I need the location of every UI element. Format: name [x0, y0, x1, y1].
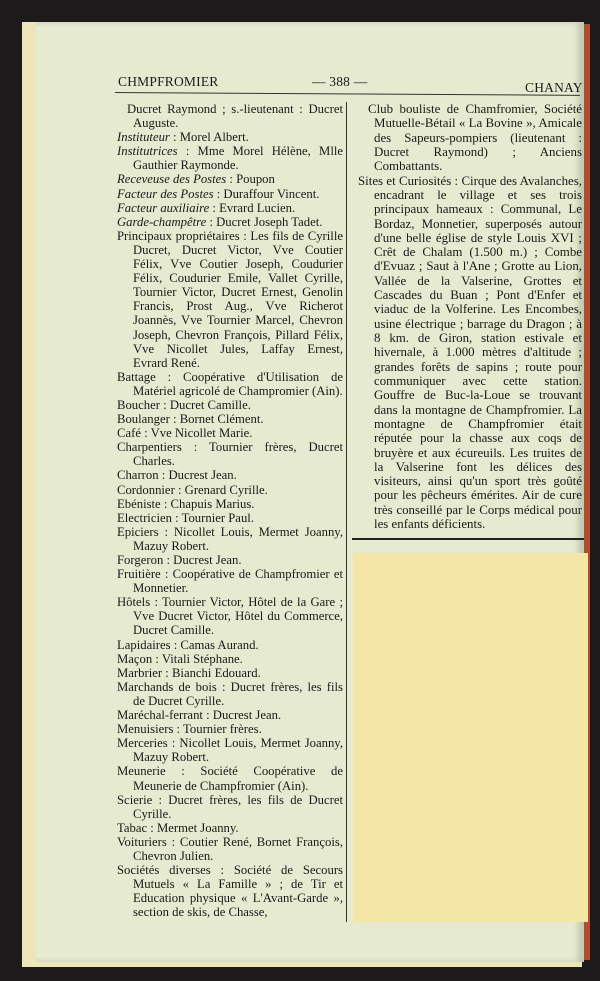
- directory-entry: [117, 201, 343, 215]
- entry-label: Instituteur: [117, 130, 170, 145]
- directory-entry: [358, 102, 582, 174]
- directory-entry: [117, 708, 343, 722]
- directory-entry: [117, 468, 343, 482]
- directory-entry: [117, 835, 343, 863]
- directory-entry: [117, 398, 343, 412]
- directory-entry: [117, 666, 343, 680]
- entry-text: Epiciers : Nicollet Louis, Mermet Joanny, Mazuy Robert.: [117, 524, 343, 553]
- left-column: [117, 102, 343, 919]
- entry-text: Fruitière : Coopérative de Champfromier et Monnetier.: [117, 567, 343, 596]
- entry-text: Lapidaires : Camas Aurand.: [117, 637, 259, 652]
- entry-text: Charpentiers : Tournier frères, Ducret Charles.: [117, 440, 343, 469]
- entry-text: : Duraffour Vincent.: [213, 186, 320, 201]
- entry-text: Voituriers : Coutier René, Bornet François, Chevron Julien.: [117, 834, 343, 863]
- directory-entry: [117, 440, 343, 468]
- directory-entry: [117, 821, 343, 835]
- directory-entry: [117, 215, 343, 229]
- directory-entry: [117, 863, 343, 919]
- directory-entry: [117, 144, 343, 172]
- directory-entry: [117, 102, 343, 130]
- directory-entry: [117, 595, 343, 637]
- highlight-box: [353, 553, 588, 922]
- entry-text: Marchands de bois : Ducret frères, les fils de Ducret Cyrille.: [117, 679, 343, 708]
- entry-text: Tabac : Mermet Joanny.: [117, 820, 239, 835]
- entry-label: Institutrices: [117, 144, 178, 159]
- entry-text: Merceries : Nicollet Louis, Mermet Joanny, Mazuy Robert.: [117, 736, 343, 765]
- entry-text: Maçon : Vitali Stéphane.: [117, 651, 243, 666]
- directory-entry: [117, 483, 343, 497]
- running-head-left: CHMPFROMIER: [118, 74, 219, 89]
- directory-entry: [117, 187, 343, 201]
- entry-text: Charron : Ducrest Jean.: [117, 468, 237, 483]
- directory-entry: [117, 793, 343, 821]
- entry-text: Battage : Coopérative d'Utilisation de Matériel agricolé de Champromier (Ain).: [117, 369, 343, 398]
- column-divider: [346, 102, 347, 922]
- entry-text: : Poupon: [226, 172, 275, 187]
- entry-text: Maréchal-ferrant : Ducrest Jean.: [117, 708, 282, 723]
- entry-text: Sites et Curiosités : Cirque des Avalanches, encadrant le village et ses trois principaux hameaux : Communal, Le Bordaz, Monnetier, superposés autour d'une belle église de style Louis XVI ; Crêt de Chalam (1.500 m.) ; Combe d'Evuaz ; Saut à l'Ane ; Grotte au Lion, Vallée de la Valserine, Grottes et Cascades du Buan ; Pont d'Enfer et viaduc de la Volferine. Les Encombes, usine électrique ; barrage du Dragon ; à 8 km. de Giron, station estivale et hivernale, à 1.000 mètres d'altitude ; grandes forêts de sapins ; route pour communiquer avec cette station. Gouffre de Buc-la-Loue se trouvant dans la montagne de Champfromier. La montagne de Champfromier était réputée pour la chasse aux coqs de bruyère et aux écureuils. Les truites de la Valserine font les délices des visiteurs, ainsi qu'un sport très goûté pour les pêcheurs émérites. Air de cure très conseillé par le Corps médical pour les enfants déficients.: [358, 173, 582, 532]
- entry-text: Ebéniste : Chapuis Marius.: [117, 496, 255, 511]
- right-column: [358, 102, 582, 531]
- directory-entry: [117, 567, 343, 595]
- entry-text: Club bouliste de Chamfromier, Société Mutuelle-Bétail « La Bovine », Amicale des Sapeurs-pompiers (lieutenant : Ducret Raymond) ; Anciens Combattants.: [368, 102, 582, 174]
- entry-text: Electricien : Tournier Paul.: [117, 510, 254, 525]
- directory-entry: [117, 722, 343, 736]
- directory-entry: [117, 736, 343, 764]
- entry-text: Principaux propriétaires : Les fils de Cyrille Ducret, Ducret Victor, Vve Coutier Félix, Vve Coutier Joseph, Coudurier Félix, Coudurier Emile, Vallet Cyrille, Tournier Victor, Ducret Ernest, Genolin Francis, Prost Aug., Vve Richerot Joannès, Vve Tournier Marcel, Chevron Joseph, Chevron François, Pillard Félix, Vve Nicollet Jules, Laffay Ernest, Evrard René.: [117, 228, 343, 370]
- entry-label: Facteur des Postes: [117, 186, 214, 201]
- directory-entry: [117, 229, 343, 370]
- entry-text: : Evrard Lucien.: [209, 200, 296, 215]
- directory-entry: [117, 638, 343, 652]
- entry-text: : Mme Morel Hélène, Mlle Gauthier Raymonde.: [133, 144, 343, 173]
- directory-entry: [117, 370, 343, 398]
- entry-text: Boulanger : Bornet Clément.: [117, 412, 264, 427]
- directory-entry: [117, 525, 343, 553]
- directory-entry: [117, 412, 343, 426]
- entry-text: Forgeron : Ducrest Jean.: [117, 553, 242, 567]
- entry-text: Ducret Raymond ; s.-lieutenant : Ducret Auguste.: [127, 102, 343, 131]
- entry-text: Sociétés diverses : Société de Secours Mutuels « La Famille » ; de Tir et Education physique « L'Avant-Garde », section de skis, de Chasse,: [117, 863, 343, 920]
- entry-text: Hôtels : Tournier Victor, Hôtel de la Gare ; Vve Ducret Victor, Hôtel du Commerce, Ducret Camille.: [117, 595, 343, 638]
- directory-entry: [117, 426, 343, 440]
- entry-text: Meunerie : Société Coopérative de Meunerie de Champfromier (Ain).: [117, 764, 343, 793]
- entry-text: Boucher : Ducret Camille.: [117, 397, 251, 412]
- entry-text: Marbrier : Bianchi Edouard.: [117, 665, 261, 680]
- section-end-rule: [352, 538, 584, 540]
- entry-text: Cordonnier : Grenard Cyrille.: [117, 482, 268, 497]
- directory-entry: [117, 497, 343, 511]
- directory-entry: [117, 553, 343, 567]
- directory-entry: [117, 652, 343, 666]
- entry-label: Facteur auxiliaire: [117, 200, 210, 215]
- directory-entry: [117, 680, 343, 708]
- entry-text: : Ducret Joseph Tadet.: [206, 214, 323, 229]
- directory-entry: [117, 511, 343, 525]
- entry-text: : Morel Albert.: [169, 130, 249, 145]
- page-number: — 388 —: [312, 74, 368, 89]
- directory-entry: [117, 130, 343, 144]
- entry-text: Menuisiers : Tournier frères.: [117, 722, 262, 737]
- running-head-right: CHANAY: [525, 80, 583, 95]
- entry-label: Garde-champêtre: [117, 214, 207, 229]
- entry-text: Café : Vve Nicollet Marie.: [117, 426, 253, 441]
- directory-entry: [117, 764, 343, 792]
- directory-entry: [117, 172, 343, 186]
- entry-label: Receveuse des Postes: [117, 172, 227, 187]
- directory-entry: [358, 174, 582, 532]
- entry-text: Scierie : Ducret frères, les fils de Ducret Cyrille.: [117, 792, 343, 821]
